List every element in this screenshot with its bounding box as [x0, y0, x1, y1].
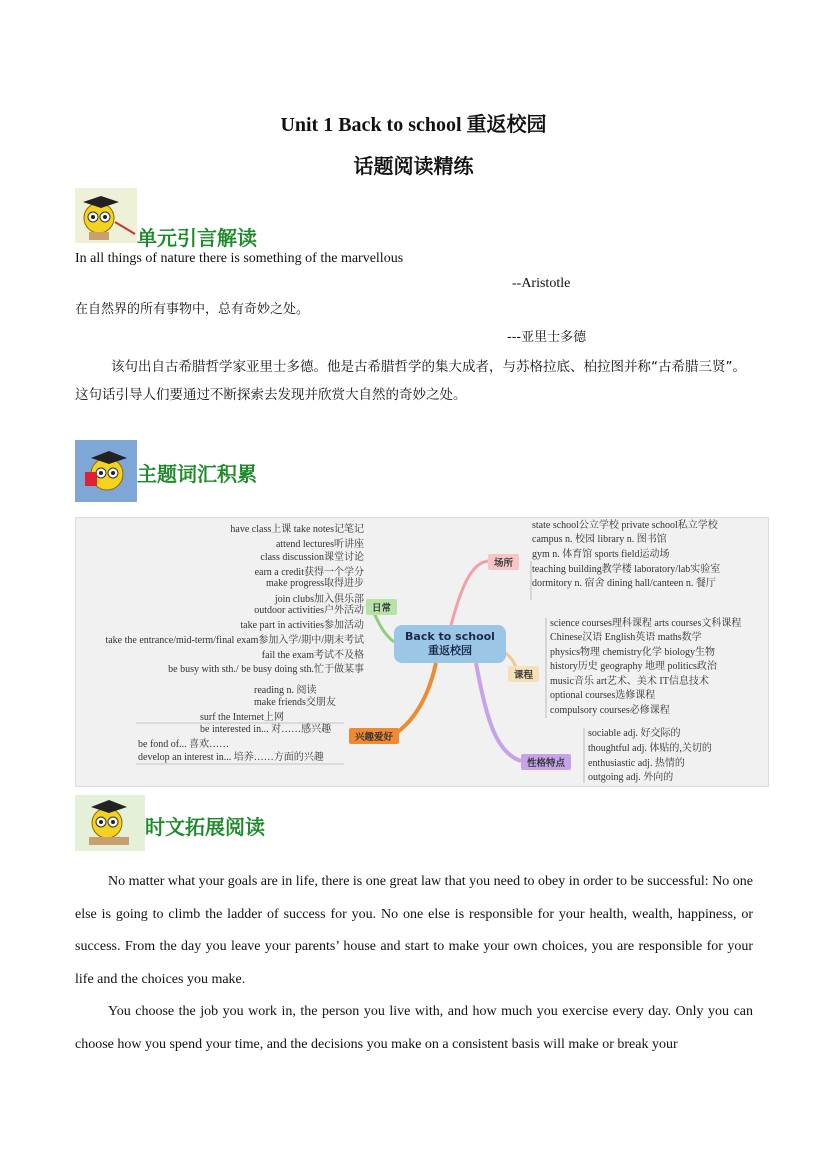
places-item: state school公立学校 private school私立学校	[532, 520, 718, 531]
daily-item: take part in activities参加活动	[240, 620, 364, 631]
daily-item: have class上课 take notes记笔记	[230, 524, 364, 535]
owl-writing-icon	[75, 795, 145, 851]
hobbies-item: surf the Internet上网	[200, 712, 284, 723]
courses-item: Chinese汉语 English英语 maths数学	[550, 632, 702, 643]
daily-item: take the entrance/mid-term/final exam参加入学/期中/期末考试	[105, 635, 364, 646]
mindmap-center	[394, 625, 506, 663]
section-header-vocab	[75, 440, 315, 500]
hobbies-item: be interested in... 对……感兴趣	[200, 724, 332, 735]
daily-item: fail the exam考试不及格	[261, 650, 364, 661]
traits-item: enthusiastic adj. 热情的	[588, 758, 685, 769]
reading-paragraph-1: No matter what your goals are in life, there is one great law that you need to obey in order to be successful: No one else is going to climb the ladder of success for you. No one else is responsible for your health, wealth, happiness, or success. From the day you leave your parents’ house and start to make your own choices, you are responsible for your life and the choices you make.	[75, 874, 753, 987]
quote-author-chinese: ---亚里士多德	[507, 330, 587, 345]
places-item: gym n. 体育馆 sports field运动场	[532, 549, 670, 560]
daily-item: be busy with sth./ be busy doing sth.忙于做某事	[168, 664, 364, 675]
courses-item: history历史 geography 地理 politics政治	[550, 661, 717, 672]
courses-item: physics物理 chemistry化学 biology生物	[550, 647, 715, 658]
daily-item: earn a credit获得一个学分	[254, 567, 364, 578]
traits-item: sociable adj. 好交际的	[588, 728, 681, 739]
daily-item: join clubs加入俱乐部	[274, 594, 364, 605]
hobbies-item: be fond of... 喜欢……	[138, 739, 230, 750]
section-header-intro	[75, 188, 315, 248]
quote-author-english: --Aristotle	[512, 276, 571, 291]
daily-item: class discussion课堂讨论	[260, 552, 364, 563]
traits-item: outgoing adj. 外向的	[588, 772, 674, 783]
category-hobbies: 兴趣爱好	[349, 728, 399, 744]
daily-item: make progress取得进步	[265, 578, 364, 589]
section-header-reading	[75, 795, 315, 855]
hobbies-item: develop an interest in... 培养……方面的兴趣	[138, 752, 324, 763]
page-subtitle: 话题阅读精练	[353, 156, 474, 178]
courses-item: music音乐 art艺术、美术 IT信息技术	[550, 676, 709, 687]
places-item: dormitory n. 宿舍 dining hall/canteen n. 餐厅	[532, 578, 716, 589]
category-traits: 性格特点	[521, 754, 571, 770]
owl-scholar-icon	[75, 188, 137, 243]
reading-paragraph-2: You choose the job you work in, the person you live with, and how much you exercise every day. Only you can choose how you spend your time, and the decisions you make on a consistent basis will make or break your	[75, 1004, 753, 1052]
category-places: 场所	[488, 554, 519, 570]
places-item: campus n. 校园 library n. 图书馆	[532, 534, 667, 545]
quote-english: In all things of nature there is something of the marvellous	[75, 251, 404, 266]
hobbies-item: make friends交朋友	[254, 697, 336, 708]
quote-explanation: 该句出自古希腊哲学家亚里士多德。他是古希腊哲学的集大成者，与苏格拉底、柏拉图并称“古希腊三贤”。这句话引导人们要通过不断探索去发现并欣赏大自然的奇妙之处。	[75, 359, 746, 403]
daily-item: outdoor activities户外活动	[254, 605, 364, 616]
traits-item: thoughtful adj. 体贴的,关切的	[588, 743, 712, 754]
places-item: teaching building教学楼 laboratory/lab实验室	[532, 564, 721, 575]
center-line2: 重返校园	[428, 644, 472, 657]
page-title: Unit 1 Back to school 重返校园	[280, 114, 547, 136]
hobbies-item: reading n. 阅读	[254, 685, 317, 696]
section-title-vocab: 主题词汇积累	[137, 462, 257, 486]
courses-item: optional courses选修课程	[550, 690, 656, 701]
center-line1: Back to school	[405, 630, 495, 643]
quote-chinese: 在自然界的所有事物中，总有奇妙之处。	[75, 302, 310, 317]
daily-item: attend lectures听讲座	[275, 539, 364, 550]
category-daily: 日常	[366, 599, 397, 615]
vocab-mindmap	[75, 517, 769, 787]
section-title-reading: 时文拓展阅读	[145, 815, 265, 839]
courses-item: science courses理科课程 arts courses文科课程	[550, 618, 742, 629]
owl-reading-icon	[75, 440, 137, 502]
courses-item: compulsory courses必修课程	[550, 705, 670, 716]
category-courses: 课程	[508, 666, 539, 682]
section-title-intro: 单元引言解读	[137, 226, 257, 250]
